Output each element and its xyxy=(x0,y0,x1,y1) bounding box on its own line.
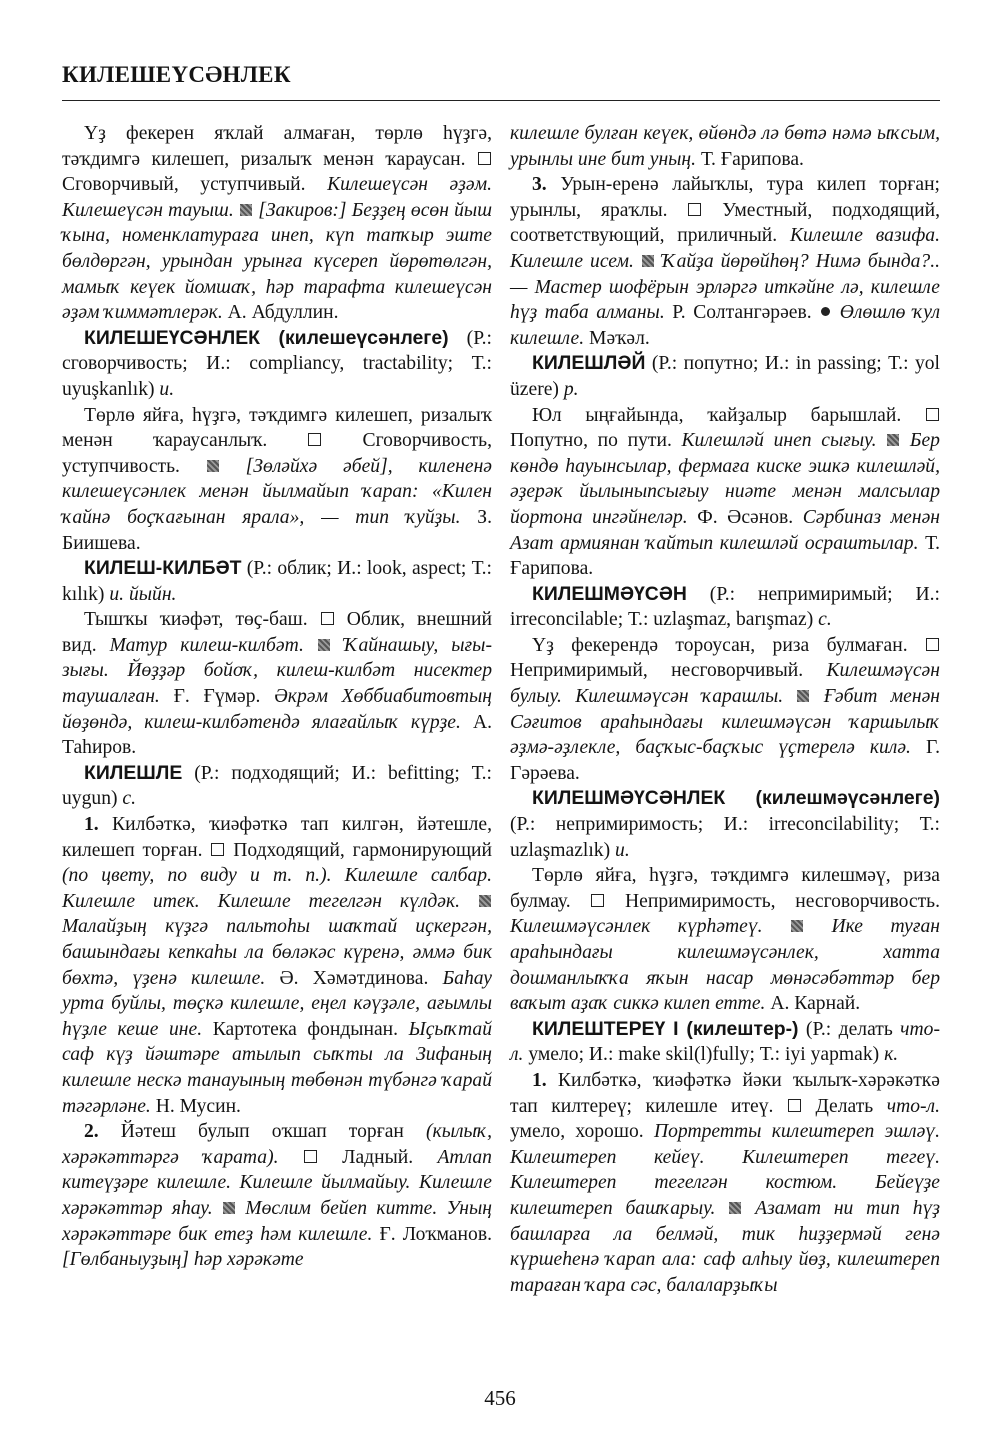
definition: Үҙ фекерендә тороусан, риза булмаған. xyxy=(532,634,908,656)
headword: КИЛЕШТЕРЕҮ I (килештер-) xyxy=(532,1017,799,1040)
filled-square-icon xyxy=(207,460,219,472)
translation-note: что-л. xyxy=(510,1018,940,1066)
running-head: КИЛЕШЕҮСӘНЛЕК xyxy=(62,62,291,87)
square-icon xyxy=(478,152,491,165)
square-icon xyxy=(304,1150,317,1163)
sense-1 xyxy=(510,1068,940,1298)
header-divider xyxy=(62,100,940,101)
bullet-icon xyxy=(821,307,830,316)
quotation-source: Ғ. Лоҡманов. xyxy=(379,1223,492,1245)
quotation-source: Р. Солтангәрәев. xyxy=(672,302,812,324)
entry-continuation xyxy=(62,121,492,326)
definition: Килбәткә, ҡиәфәткә йәки ҡылыҡ-хәрәкәткә тап килтереү; килешле итеү. xyxy=(510,1069,940,1117)
square-icon xyxy=(321,612,334,625)
definition: Урын-еренә лайыҡлы, тура килеп торған; урынлы, яраҡлы. xyxy=(510,174,940,221)
filled-square-icon xyxy=(240,204,252,216)
filled-square-icon xyxy=(887,434,899,446)
quotation-source: Ф. Әсәнов. xyxy=(697,506,794,528)
entry-continuation xyxy=(510,121,940,172)
example: Килешмәүсәнлек күрһәтеү. xyxy=(510,916,763,938)
entry-kileshtereu xyxy=(510,1017,940,1068)
quotation: килешле булған кеүек, өйөндә лә бөтә нәмә ыҡсым, урынлы ине бит уның. xyxy=(510,123,940,170)
square-icon xyxy=(211,843,224,856)
headword: КИЛЕШМӘҮСӘН xyxy=(532,582,687,605)
russian-translation: Непримиримость, несговорчивость. xyxy=(624,890,940,912)
part-of-speech: с. xyxy=(818,609,832,631)
definition: Килбәткә, ҡиәфәткә тап килгән, йәтешле, килешеп торған. xyxy=(62,814,492,861)
part-of-speech: и. xyxy=(615,839,630,861)
headword: КИЛЕШЛЕ xyxy=(84,761,183,784)
quotation: Бер көндө һауынсылар, фермаға киске эшкә килешләй, әҙерәк йылыныпсығыу ниәте менән малсылар йортона ингәйнеләр. xyxy=(510,430,940,528)
translations: (Р.: непримиримый; И.: irreconcilable; Т.: uzlaşmaz, barışmaz) xyxy=(510,583,940,631)
quotation: Ике туған араһындағы килешмәүсәнлек, хатта дошманлыҡҡа яҡын насар мөнәсәбәттәр бер ваҡыт аҙаҡ сиккә килеп етте. xyxy=(510,916,940,1015)
entry-kilesh-kilbet xyxy=(62,556,492,607)
headword: КИЛЕШМӘҮСӘНЛЕК (килешмәүсәнлеге) xyxy=(532,787,940,810)
russian-translation: Подходящий, гармонирующий xyxy=(233,839,493,861)
translations: (Р.: облик; И.: look, aspect; Т.: kılık) xyxy=(62,558,492,605)
filled-square-icon xyxy=(223,1202,235,1214)
quotation: Баһау урта буйлы, төҫкә килешле, еңел кәүҙәле, ағымлы һүҙле кеше ине. xyxy=(62,967,492,1040)
quotation: Ҡайҙа йөрөйһөң? Нимә бында?.. — Мастер шофёрын эрләргә иткәйне лә, килешле һүҙ таба алманы. xyxy=(510,250,940,324)
translation-note: что-л. xyxy=(886,1095,940,1117)
translations: (Р.: делать xyxy=(805,1018,893,1040)
sense-2 xyxy=(62,1119,492,1273)
filled-square-icon xyxy=(642,255,654,267)
example: Портретты килештереп эшләү. Килештереп кейеү. Килештереп тегеү. Килештереп тегелгән костюм. Бейеүҙе килештереп башҡарыу. xyxy=(510,1121,940,1219)
quotation: [Зөләйхә әбей], килененә килешеүсәнлек менән йылмайып ҡарап: «Килен ҡайнә боҫҡағынан ярала», — тип ҡуйҙы. xyxy=(62,455,492,528)
translations: (Р.: попутно; И.: in passing; Т.: yol üzere) xyxy=(510,353,940,400)
quotation-source: Т. Ғарипова. xyxy=(510,532,940,580)
russian-translation: Уместный, подходящий, соответствующий, приличный. xyxy=(510,199,940,247)
quotation-source: Ғ. Ғүмәр. xyxy=(173,686,261,708)
translations: (Р.: подходящий; И.: befitting; Т.: uygun) xyxy=(62,762,492,810)
sense-number: 1. xyxy=(532,1069,547,1091)
quotation: Әкрәм Хөббиабитовтың йөҙөндә, килеш-килбәтендә ялағайлыҡ күрҙе. xyxy=(62,686,492,733)
entry-body xyxy=(62,403,492,557)
sense-number: 3. xyxy=(532,174,547,196)
entry-kileshlei xyxy=(510,351,940,402)
russian-translation: Попутно, по пути. xyxy=(510,430,672,452)
quotation-source: А. Абдуллин. xyxy=(227,302,339,324)
filled-square-icon xyxy=(797,690,809,702)
quotation: [Гөлбаныуҙың] һәр хәрәкәте xyxy=(62,1249,304,1271)
quotation: Малайҙың күҙгә пальтоһы шаҡтай иҫкергән, башындағы кепкаһы ла бөләкәс күренә, әммә бик бөхтә, үҙенә килешле. xyxy=(62,916,492,989)
translations: (Р.: непримиримость; И.: irreconcilability; Т.: uzlaşmazlık) xyxy=(510,814,940,861)
quotation: Мөслим бейеп китте. Уның хәрәкәттәре бик етеҙ һәм килешле. xyxy=(62,1197,492,1245)
square-icon xyxy=(688,203,701,216)
example: Атлап китеүҙәре килешле. Килешле йылмайыу. Килешле хәрәкәттәр яһау. xyxy=(62,1146,492,1219)
part-of-speech: и. йыйн. xyxy=(109,583,177,605)
entry-kilesheusenlek xyxy=(62,326,492,403)
definition: Юл ыңғайында, ҡайҙалыр барышлай. xyxy=(532,404,902,426)
sense-1 xyxy=(62,812,492,1119)
definition: Йәтеш булып оҡшап торған xyxy=(120,1121,404,1143)
filled-square-icon xyxy=(791,920,803,932)
quotation: Азамат ни тип һүҙ башларға ла белмәй, тик һиҙҙермәй генә күршеһенә ҡарап ала: саф алһыу йөҙ, килештереп тараған ҡара сәс, балаларҙыҡы xyxy=(510,1197,940,1296)
russian-translation: Ладный. xyxy=(342,1146,414,1168)
quotation: Сәрбиназ менән Азат армиянан ҡайтып килешләй осраштылар. xyxy=(510,506,940,554)
definition: Төрлө яйға, һүҙгә, тәҡдимгә килешеп, ризалыҡ менән ҡараусанлыҡ. xyxy=(62,404,492,452)
definition: Төрлө яйға, һүҙгә, тәҡдимгә килешмәү, риза булмау. xyxy=(510,865,940,912)
proverb: Өлөшлө ҡул килешле. xyxy=(510,302,941,349)
sense-3 xyxy=(510,172,940,351)
square-icon xyxy=(591,894,604,907)
entry-body xyxy=(62,607,492,761)
quotation: Ҡайнашыу, ығы-зығы. Йөҙҙәр бойоҡ, килеш-килбәт нисектер таушалған. xyxy=(62,634,492,708)
quotation-source: А. Таһиров. xyxy=(62,711,492,759)
page-number: 456 xyxy=(484,1386,516,1410)
part-of-speech: и. xyxy=(159,378,175,400)
russian-translation: Непримиримый, несговорчивый. xyxy=(510,660,804,682)
square-icon xyxy=(926,638,939,651)
filled-square-icon xyxy=(479,895,491,907)
usage-note: (по цвету, по виду и т. п.). xyxy=(62,865,332,887)
quotation-source: Т. Ғарипова. xyxy=(700,148,804,170)
translations: умело; И.: make skil(l)fully; Т.: iyi yapmak) xyxy=(528,1044,880,1066)
part-of-speech: р. xyxy=(563,378,579,400)
definition: Тышҡы ҡиәфәт, төҫ-баш. xyxy=(84,609,308,631)
quotation-source: З. Биишева. xyxy=(62,506,492,554)
quotation-source: А. Карнай. xyxy=(770,993,861,1015)
entry-body xyxy=(510,403,940,582)
example: Килешмәүсән булыу. Килешмәүсән ҡарашлы. xyxy=(510,660,940,708)
entry-kileshle xyxy=(62,761,492,812)
russian-translation: Облик, внешний вид. xyxy=(62,609,492,656)
example: Килешле салбар. Килешле итек. Килешле тегелгән күлдәк. xyxy=(62,865,492,912)
usage-note: (кылыҡ, хәрәкәттәргә ҡарата). xyxy=(62,1121,493,1168)
russian-translation: Делать xyxy=(815,1095,874,1117)
headword: КИЛЕШ-КИЛБӘТ xyxy=(84,557,242,580)
entry-body xyxy=(510,863,940,1017)
square-icon xyxy=(788,1099,801,1112)
square-icon xyxy=(926,408,939,421)
filled-square-icon xyxy=(729,1202,741,1214)
entry-body xyxy=(510,633,940,787)
quotation-source: Г. Гәрәева. xyxy=(510,737,940,784)
russian-translation: умело, хорошо. xyxy=(510,1121,644,1143)
sense-number: 1. xyxy=(84,814,99,836)
entry-kileshmeusenlek xyxy=(510,786,940,863)
filled-square-icon xyxy=(318,639,330,651)
headword: КИЛЕШЛӘЙ xyxy=(532,352,646,375)
translations: (Р.: сговорчивость; И.: compliancy, tractability; Т.: uyuşkanlık) xyxy=(62,327,492,400)
part-of-speech: к. xyxy=(884,1044,899,1066)
square-icon xyxy=(308,433,321,446)
quotation-source: Мәҡәл. xyxy=(589,327,650,349)
quotation-source: Картотека фондынан. xyxy=(212,1018,399,1040)
example: Килешеүсән әҙәм. Килешеүсән тауыш. xyxy=(62,174,493,221)
russian-translation: Сговорчивость, уступчивость. xyxy=(62,430,492,477)
right-column xyxy=(510,121,940,1298)
definition: Үҙ фекерен яҡлай алмаған, төрлө һүҙгә, тәҡдимгә килешеп, ризалыҡ менән ҡараусан. xyxy=(62,123,492,170)
quotation: Ыҫыҡтай саф күҙ йәштәре атылып сыҡты ла Зифаның килешле нескә танауының төбөнән түбәнгә ҡарай тәгәрләне. xyxy=(62,1018,492,1117)
left-column xyxy=(62,121,492,1273)
russian-translation: Сговорчивый, уступчивый. xyxy=(62,174,306,196)
part-of-speech: с. xyxy=(122,788,137,810)
quotation-source: Н. Мусин. xyxy=(155,1095,241,1117)
example: Матур килеш-килбәт. xyxy=(109,634,304,656)
example: Килешле вазифа. Килешле исем. xyxy=(510,225,940,272)
example: Килешләй инеп сығыу. xyxy=(681,430,877,452)
entry-kileshmeusen xyxy=(510,582,940,633)
headword: КИЛЕШЕҮСӘНЛЕК (килешеүсәнлеге) xyxy=(84,326,449,349)
quotation-source: Ә. Хәмәтдинова. xyxy=(279,967,429,989)
sense-number: 2. xyxy=(84,1121,99,1143)
quotation: [Закиров:] Беҙҙең өсөн йыш ҡына, номенклатураға инеп, күп тапҡыр эште бөлдөргән, урындан урынға күсереп йөрөтөлгән, мамыҡ кеүек йомшаҡ, һәр тарафта килешеүсән әҙәм ҡиммәтлерәк. xyxy=(62,199,492,324)
quotation: Ғәбит менән Сәғитов араһындағы килешмәүсән ҡаршылыҡ әҙмә-әҙлекле, баҫҡыс-баҫҡыс үҫтерелә килә. xyxy=(510,686,940,759)
